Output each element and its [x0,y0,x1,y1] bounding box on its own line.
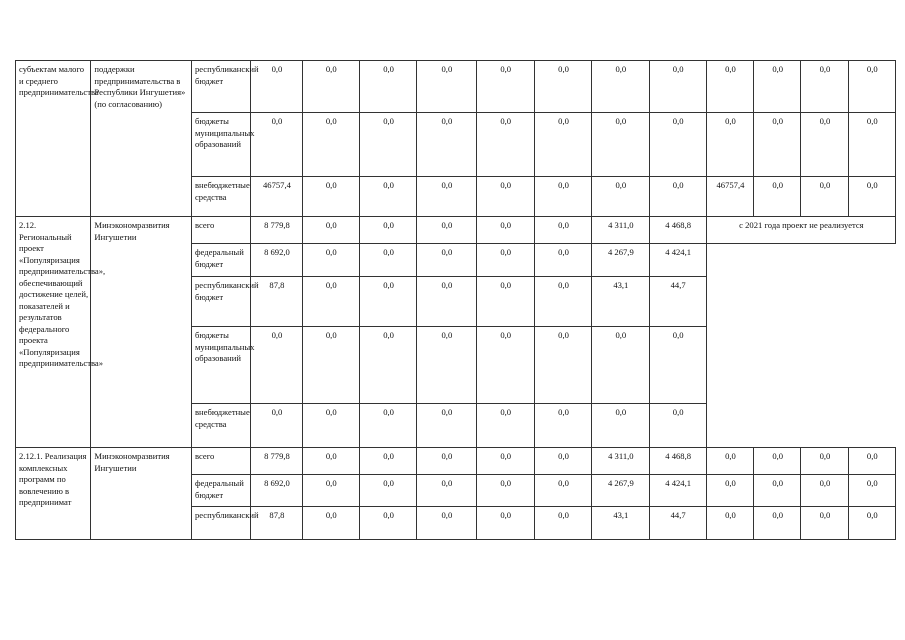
value-cell: 0,0 [706,61,753,113]
value-cell: 0,0 [359,217,416,244]
budget-table [15,60,896,540]
value-cell: 0,0 [417,61,476,113]
funding-source: федеральный бюджет [191,244,250,277]
value-cell: 8 692,0 [251,475,302,507]
funding-source: бюджеты муниципальных образований [191,327,250,404]
value-cell: 4 311,0 [592,448,649,475]
value-cell: 0,0 [476,448,534,475]
funding-source: бюджеты муниципальных образований [191,113,250,177]
value-cell: 0,0 [801,61,848,113]
project-note: с 2021 года проект не реализуется [706,217,895,244]
value-cell: 4 424,1 [649,244,706,277]
value-cell: 0,0 [302,404,359,448]
value-cell: 0,0 [476,327,534,404]
value-cell: 0,0 [801,507,848,540]
value-cell: 0,0 [417,113,476,177]
value-cell: 0,0 [476,217,534,244]
value-cell: 0,0 [754,61,801,113]
funding-source: республиканский [191,507,250,540]
value-cell: 0,0 [302,113,359,177]
value-cell: 0,0 [359,448,416,475]
value-cell: 0,0 [302,327,359,404]
value-cell: 0,0 [417,177,476,217]
funding-source: республиканский бюджет [191,61,250,113]
value-cell: 0,0 [706,475,753,507]
value-cell: 0,0 [534,217,591,244]
value-cell: 0,0 [359,113,416,177]
value-cell: 0,0 [476,177,534,217]
table-row [16,217,896,244]
value-cell: 43,1 [592,277,649,327]
value-cell: 0,0 [754,113,801,177]
value-cell: 0,0 [251,327,302,404]
value-cell: 0,0 [754,475,801,507]
value-cell: 0,0 [534,61,591,113]
value-cell: 0,0 [476,113,534,177]
value-cell: 0,0 [848,507,895,540]
value-cell: 0,0 [754,448,801,475]
value-cell: 0,0 [359,475,416,507]
funding-source: республиканский бюджет [191,277,250,327]
value-cell: 0,0 [359,327,416,404]
value-cell: 0,0 [417,475,476,507]
value-cell: 4 267,9 [592,244,649,277]
value-cell: 0,0 [302,277,359,327]
value-cell: 0,0 [649,404,706,448]
value-cell: 0,0 [848,61,895,113]
value-cell: 0,0 [534,277,591,327]
value-cell: 0,0 [592,404,649,448]
section-title: 2.12. Региональный проект «Популяризация предпринимательства», обеспечивающий достижение целей, показателей и результатов федерального проекта «Популяризация предпринимательства» [16,217,91,448]
value-cell: 0,0 [302,217,359,244]
value-cell: 0,0 [592,61,649,113]
table-row [16,61,896,113]
value-cell: 0,0 [649,61,706,113]
value-cell: 0,0 [476,277,534,327]
value-cell: 0,0 [592,177,649,217]
value-cell: 0,0 [534,475,591,507]
value-cell: 0,0 [649,327,706,404]
value-cell: 0,0 [706,448,753,475]
value-cell: 0,0 [302,61,359,113]
value-cell: 87,8 [251,277,302,327]
value-cell: 0,0 [251,113,302,177]
section-executor: поддержки предпринимательства в Республики Ингушетия» (по согласованию) [91,61,192,217]
value-cell: 0,0 [359,61,416,113]
value-cell: 0,0 [302,448,359,475]
value-cell: 0,0 [592,327,649,404]
value-cell: 0,0 [251,61,302,113]
value-cell: 0,0 [754,177,801,217]
value-cell: 0,0 [649,113,706,177]
value-cell: 8 779,8 [251,448,302,475]
value-cell: 0,0 [302,475,359,507]
funding-source: всего [191,448,250,475]
value-cell: 0,0 [534,244,591,277]
value-cell: 0,0 [754,507,801,540]
value-cell: 0,0 [302,244,359,277]
value-cell: 0,0 [848,448,895,475]
value-cell: 0,0 [359,404,416,448]
value-cell: 0,0 [251,404,302,448]
value-cell: 4 468,8 [649,217,706,244]
section-title: субъектам малого и среднего предпринимательства [16,61,91,217]
value-cell: 0,0 [476,475,534,507]
value-cell: 0,0 [848,177,895,217]
value-cell: 0,0 [801,475,848,507]
value-cell: 4 468,8 [649,448,706,475]
value-cell: 0,0 [359,177,416,217]
value-cell: 44,7 [649,507,706,540]
value-cell: 0,0 [359,244,416,277]
value-cell: 0,0 [417,404,476,448]
value-cell: 44,7 [649,277,706,327]
value-cell: 0,0 [476,244,534,277]
value-cell: 0,0 [534,448,591,475]
value-cell: 0,0 [801,177,848,217]
value-cell: 46757,4 [706,177,753,217]
value-cell: 0,0 [359,277,416,327]
value-cell: 0,0 [417,277,476,327]
value-cell: 0,0 [801,113,848,177]
table-row [16,448,896,475]
value-cell: 8 779,8 [251,217,302,244]
value-cell: 0,0 [417,507,476,540]
value-cell: 0,0 [302,177,359,217]
value-cell: 0,0 [417,448,476,475]
value-cell: 0,0 [302,507,359,540]
value-cell: 4 267,9 [592,475,649,507]
value-cell: 0,0 [801,448,848,475]
value-cell: 4 424,1 [649,475,706,507]
value-cell: 0,0 [592,113,649,177]
value-cell: 0,0 [476,404,534,448]
value-cell: 0,0 [359,507,416,540]
value-cell: 0,0 [706,507,753,540]
empty-cell [706,244,895,448]
value-cell: 87,8 [251,507,302,540]
section-executor: Минэкономразвития Ингушетии [91,448,192,540]
funding-source: всего [191,217,250,244]
value-cell: 4 311,0 [592,217,649,244]
value-cell: 0,0 [534,113,591,177]
value-cell: 0,0 [649,177,706,217]
value-cell: 0,0 [848,475,895,507]
value-cell: 0,0 [476,61,534,113]
value-cell: 0,0 [417,327,476,404]
value-cell: 8 692,0 [251,244,302,277]
value-cell: 0,0 [534,327,591,404]
value-cell: 0,0 [417,217,476,244]
value-cell: 0,0 [848,113,895,177]
funding-source: внебюджетные средства [191,177,250,217]
value-cell: 0,0 [534,507,591,540]
funding-source: федеральный бюджет [191,475,250,507]
value-cell: 0,0 [706,113,753,177]
value-cell: 0,0 [534,177,591,217]
value-cell: 0,0 [534,404,591,448]
value-cell: 0,0 [476,507,534,540]
section-executor: Минэкономразвития Ингушетии [91,217,192,448]
section-title: 2.12.1. Реализация комплексных программ по вовлечению в предпринимат [16,448,91,540]
value-cell: 46757,4 [251,177,302,217]
value-cell: 0,0 [417,244,476,277]
value-cell: 43,1 [592,507,649,540]
funding-source: внебюджетные средства [191,404,250,448]
